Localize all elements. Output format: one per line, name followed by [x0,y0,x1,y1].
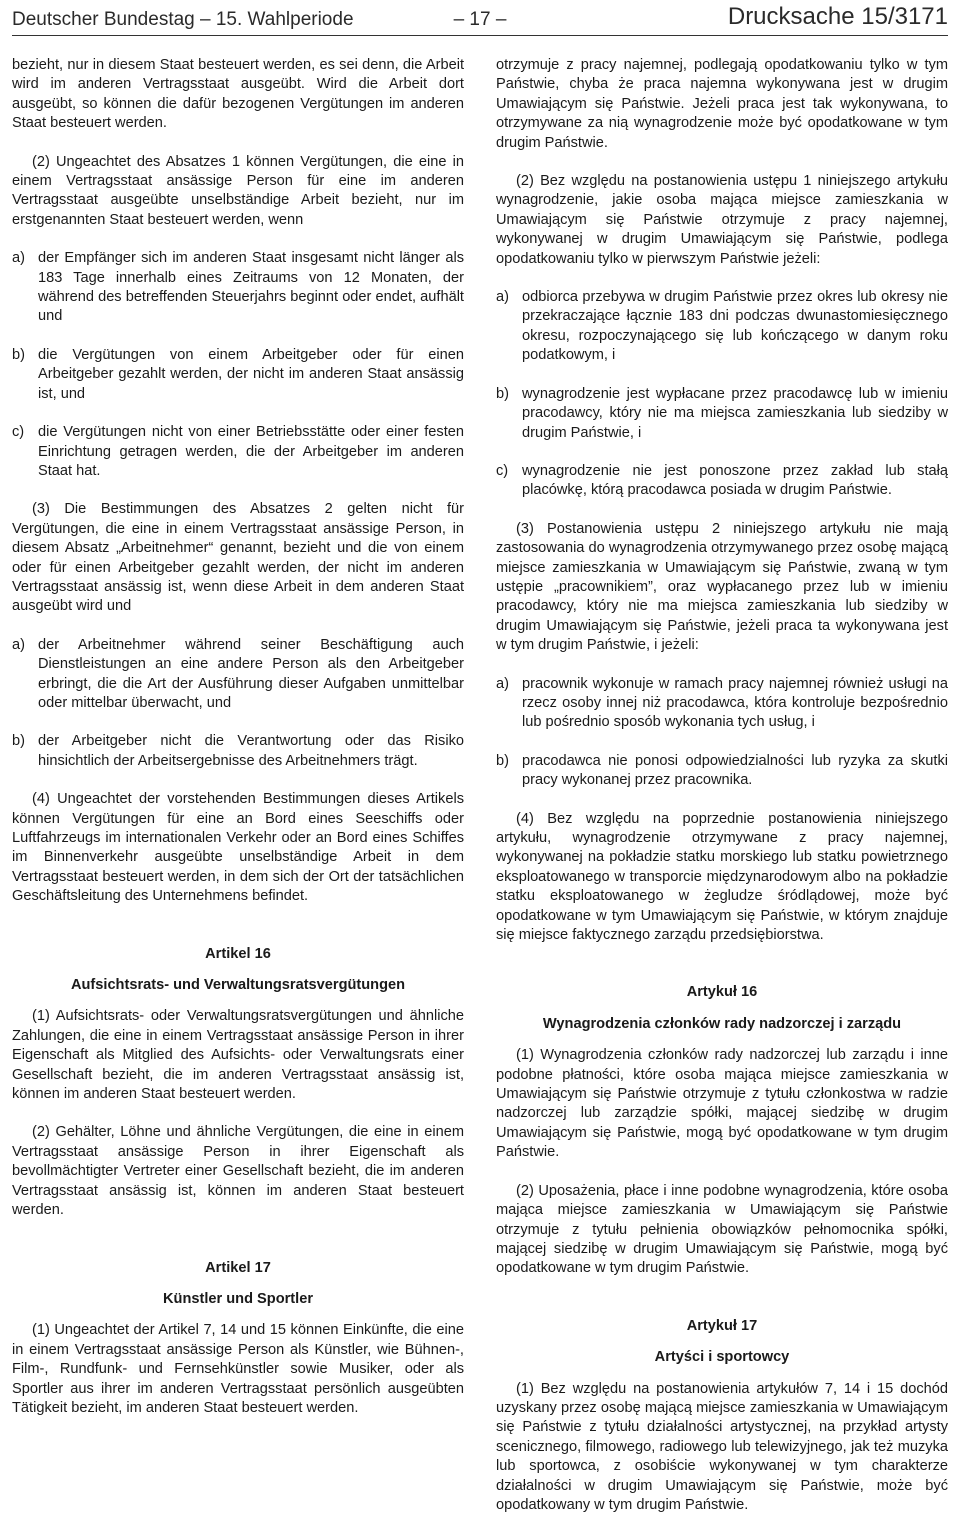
item-text: pracodawca nie ponosi odpowiedzialności lub ryzyka za skutki pracy wykonanej przez pracownika. [522,752,948,789]
pl-paragraph-4: (4) Bez względu na poprzednie postanowienia niniejszego artykułu, wynagrodzenie otrzymywane z pracy najemnej, wykonywanej na pokładzie statku morskiego lub statku powietrznego eksploatowanego w transporcie międzynarodowym albo na pokładzie statku eksploatowanego w żegludze śródlądowej, może być opodatkowane w tym Umawiającym się Państwie, w którym znajduje się miejsce faktycznego zarządu przedsiębiorstwa. [496,810,948,944]
pl-article-17-paragraph-1: (1) Bez względu na postanowienia artykułów 7, 14 i 15 dochód uzyskany przez osobę mającą miejsce zamieszkania w Umawiającym się Państwie z tytułu działalności artystycznej, na przykład artysty scenicznego, filmowego, radiowego lub telewizyjnego, jak też muzyka lub sportowca, z osobiście wykonywanej w tym charakterze działalności w drugim Umawiającym się Państwie, może być opodatkowany w tym drugim Państwie. [496,1380,948,1513]
item-label: c) [12,424,25,441]
two-column-body [12,56,948,1534]
de-article-16-title: Artikel 16 [205,945,271,962]
de-article-16-paragraph-1: (1) Aufsichtsrats- oder Verwaltungsratsvergütungen und ähnliche Zahlungen, die eine in einem Vertragsstaat ansässige Person in ihrer Eigenschaft als Mitglied des Aufsichts- oder Verwaltungsrats einer Gesellschaft bezieht, die im anderen Vertragsstaat ansässig ist, können im anderen Staat besteuert werden. [12,1008,464,1103]
pl-item-3a [496,675,948,733]
de-item-3b [12,732,464,771]
item-label: b) [12,346,25,363]
item-label: b) [12,733,25,750]
pl-item-2a [496,288,948,366]
pl-article-16-paragraph-1: (1) Wynagrodzenia członków rady nadzorczej lub zarządu i inne podobne płatności, które osoba mająca miejsce zamieszkania w Umawiającym się Państwie otrzymuje z tytułu członkostwa w radzie nadzorczej lub zarządzie spółki, mającej siedzibę w drugim Umawiającym się Państwie, mogą być opodatkowane w tym drugim Państwie. [496,1047,948,1161]
item-label: a) [12,636,25,653]
item-label: a) [496,289,509,306]
de-article-16-paragraph-2: (2) Gehälter, Löhne und ähnliche Vergütungen, die eine in einem Vertragsstaat ansässige Person in ihrer Eigenschaft als bevollmächtigter Vertreter einer Gesellschaft bezieht, die im anderen Vertragsstaat ansässig ist, können im anderen Staat besteuert werden. [12,1124,464,1219]
de-continuation: bezieht, nur in diesem Staat besteuert werden, es sei denn, die Arbeit wird im anderen Vertragsstaat ausgeübt. Wird die Arbeit dort ausgeübt, so können die dafür bezogenen Vergütungen im anderen Staat besteuert werden. [12,57,464,132]
polish-column [496,56,948,1534]
de-paragraph-3: (3) Die Bestimmungen des Absatzes 2 gelten nicht für Vergütungen, die eine in einem Vertragsstaat ansässige Person, in diesem Absatz „Arbeitnehmer“ genannt, bezieht und die von einem oder für einen Arbeitgeber gezahlt werden, der nicht im anderen Vertragsstaat ansässig ist, wenn diese Arbeit in dem anderen Staat ausgeübt wird und [12,501,464,615]
item-label: b) [496,752,509,769]
pl-article-17-heading: Artyści i sportowcy [654,1349,790,1366]
pl-paragraph-2: (2) Bez względu na postanowienia ustępu 1 niniejszego artykułu wynagrodzenie, jakie osoba mająca miejsce zamieszkania w Umawiającym się Państwie otrzymuje z pracy najemnej, wykonywanej w drugim Umawiającym się Państwie, podlega opodatkowaniu tylko w pierwszym Państwie jeżeli: [496,173,948,267]
pl-item-2c [496,462,948,501]
german-column [12,56,464,1534]
item-text: der Arbeitgeber nicht die Verantwortung oder das Risiko hinsichtlich der Arbeitsergebnisse des Arbeitnehmers trägt. [38,733,464,769]
item-text: der Arbeitnehmer während seiner Beschäftigung auch Dienstleistungen an eine andere Person als den Arbeitgeber erbringt, die die Art der Ausführung dieser Aufgaben unmittelbar oder mittelbar überwacht, und [38,636,464,711]
page-header [12,0,948,36]
de-paragraph-4: (4) Ungeachtet der vorstehenden Bestimmungen dieses Artikels können Vergütungen für eine an Bord eines Seeschiffs oder Luftfahrzeugs im internationalen Verkehr oder an Bord eines Schiffes im Binnenverkehr ausgeübte unselbständige Arbeit in dem Vertragsstaat besteuert werden, in dem sich der Ort der tatsächlichen Geschäftsleitung des Unternehmens befindet. [12,791,464,905]
de-article-17-title: Artikel 17 [205,1259,271,1276]
de-item-2c [12,423,464,481]
de-item-3a [12,636,464,714]
document-number: Drucksache 15/3171 [727,3,948,30]
item-label: b) [496,385,509,402]
item-text: wynagrodzenie nie jest ponoszone przez zakład lub stałą placówkę, którą pracodawca posiada w drugim Państwie. [522,462,948,499]
item-label: a) [12,250,25,267]
item-text: wynagrodzenie jest wypłacane przez pracodawcę lub w imieniu pracodawcy, który nie ma miejsca zamieszkania lub siedziby w drugim Państwie, i [522,385,948,441]
pl-article-17-title: Artykuł 17 [686,1317,758,1334]
item-text: die Vergütungen von einem Arbeitgeber oder für einen Arbeitgeber gezahlt werden, der nicht im anderen Staat ansässig ist, und [38,346,464,402]
de-article-17-paragraph-1: (1) Ungeachtet der Artikel 7, 14 und 15 können Einkünfte, die eine in einem Vertragsstaat ansässige Person als Künstler, wie Bühnen-, Film-, Rundfunk- und Fernsehkünstler sowie Musiker, oder als Sportler aus ihrer im anderen Vertragsstaat persönlich ausgeübten Tätigkeit bezieht, im anderen Staat besteuert werden. [12,1322,464,1416]
pl-article-16-title: Artykuł 16 [686,984,758,1001]
item-text: odbiorca przebywa w drugim Państwie przez okres lub okresy nie przekraczające łącznie 183 dni podczas dwunastomiesięcznego okresu, rozpoczynającego się lub kończącego w danym roku podatkowym, i [522,289,948,364]
pl-item-2b [496,385,948,443]
de-article-17-heading: Künstler und Sportler [163,1290,313,1307]
pl-item-3b [496,752,948,791]
pl-article-16-heading: Wynagrodzenia członków rady nadzorczej i zarządu [542,1015,902,1032]
item-label: a) [496,675,509,692]
header-publication: Deutscher Bundestag – 15. Wahlperiode [12,9,354,30]
pl-paragraph-3: (3) Postanowienia ustępu 2 niniejszego artykułu nie mają zastosowania do wynagrodzenia otrzymywanego przez osobę mającą miejsce zamieszkania w Umawiającym się Państwie, zwaną w tym ustępie „pracownikiem”, oraz wypłacanego przez lub w imieniu pracodawcy, który nie ma miejsca zamieszkania lub siedziby w drugim Umawiającym się Państwie, jeżeli praca ta wykonywana jest w tym drugim Państwie, i jeżeli: [496,520,948,654]
pl-continuation: otrzymuje z pracy najemnej, podlegają opodatkowaniu tylko w tym Państwie, chyba że praca najemna wykonywana jest w drugim Umawiającym się Państwie. Jeżeli praca jest tak wykonywana, to otrzymywane za nią wynagrodzenie może być opodatkowane w tym drugim Państwie. [496,57,948,151]
de-item-2b [12,346,464,404]
de-paragraph-2: (2) Ungeachtet des Absatzes 1 können Vergütungen, die eine in einem Vertragsstaat ansässige Person für eine im anderen Vertragsstaat ausgeübte unselbständige Arbeit bezieht, nur im erstgenannten Staat besteuert werden, wenn [12,153,464,228]
de-item-2a [12,249,464,327]
item-text: pracownik wykonuje w ramach pracy najemnej również usługi na rzecz osoby innej niż pracodawca, która kontroluje bezpośrednio lub pośrednio sposób wykonania tych usług, i [522,675,948,731]
page-number: – 17 – [453,9,507,30]
item-label: c) [496,462,509,479]
item-text: die Vergütungen nicht von einer Betriebsstätte oder einer festen Einrichtung getragen werden, die der Arbeitgeber im anderen Staat hat. [38,424,464,479]
item-text: der Empfänger sich im anderen Staat insgesamt nicht länger als 183 Tage innerhalb eines Zeitraums von 12 Monaten, der während des betreffenden Steuerjahrs beginnt oder endet, aufhält und [38,250,464,325]
pl-article-16-paragraph-2: (2) Uposażenia, płace i inne podobne wynagrodzenia, które osoba mająca miejsce zamieszkania w Umawiającym się Państwie otrzymuje z tytułu pełnienia obowiązków pełnomocnika spółki, mającej siedzibę w drugim Umawiającym się Państwie, mogą być opodatkowane w tym drugim Państwie. [496,1182,948,1277]
de-article-16-heading: Aufsichtsrats- und Verwaltungsratsvergütungen [70,977,406,994]
